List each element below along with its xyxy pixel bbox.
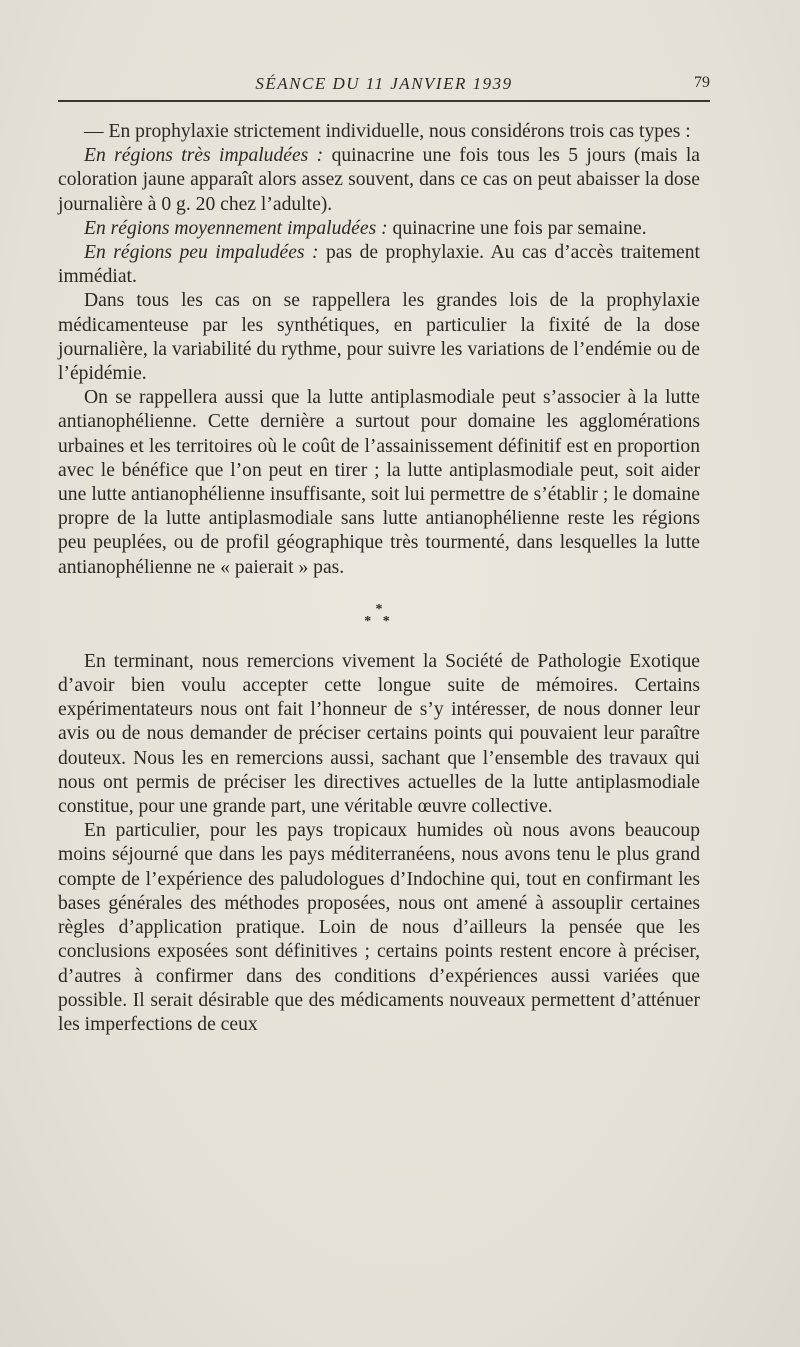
page-number: 79: [694, 74, 710, 91]
case-moderately-endemic-label: En régions moyennement impaludées :: [84, 217, 388, 239]
asterism-top: *: [375, 601, 383, 617]
paragraph-en-terminant: En terminant, nous remercions vivement la Société de Pathologie Exotique d’avoir bien voulu accepter cette longue suite de mémoires. Certains expérimentateurs nous ont fait l’honneur de s’y intéresser, de nous donner leur avis ou de nous demander de préciser certains points qui pouvaient leur paraître douteux. Nous les en remercions aussi, sachant que l’ensemble des travaux qui nous ont permis de préciser les directives actuelles de la lutte antiplasmodiale constitue, pour une grande part, une véritable œuvre collective.: [58, 650, 700, 818]
prophylaxis-intro: — En prophylaxie strictement individuelle, nous considérons trois cas types :: [84, 121, 691, 142]
paragraph-en-particulier: En particulier, pour les pays tropicaux humides où nous avons beaucoup moins séjourné que dans les pays méditerranéens, nous avons tenu le plus grand compte de l’expérience des paludologues d’Indochine qui, tout en confirmant les bases générales des méthodes proposées, nous ont amené à assouplir certaines règles d’application pratique. Loin de nous d’ailleurs la pensée que les conclusions exposées sont définitives ; certains points restent encore à préciser, d’autres à confirmer dans des conditions d’expériences aussi variées que possible. Il serait désirable que des médicaments nouveaux permettent d’atténuer les imperfections de ceux: [58, 820, 700, 1035]
body-text: [58, 120, 700, 1037]
case-low-endemic-text: pas de prophylaxie. Au cas d’accès traitement immédiat.: [58, 242, 700, 288]
paragraph-lutte-antiplasmodiale: On se rappellera aussi que la lutte antiplasmodiale peut s’associer à la lutte antianophélienne. Cette dernière a surtout pour domaine les agglomérations urbaines et les territoires où le coût de l’assainissement définitif est en proportion avec le bénéfice que l’on peut en tirer ; la lutte antiplasmodiale peut, soit aider une lutte antianophélienne insuffisante, soit lui permettre de s’établir ; le domaine propre de la lutte antiplasmodiale sans lutte antianophélienne reste les régions peu peuplées, ou de profil géographique très tourmenté, dans lesquelles la lutte antianophélienne ne « paierait » pas.: [58, 387, 700, 578]
page-header: [58, 74, 710, 100]
case-moderately-endemic: [58, 217, 700, 241]
asterism: [58, 601, 700, 629]
case-low-endemic: [58, 241, 700, 289]
case-moderately-endemic-text: quinacrine une fois par semaine.: [387, 217, 647, 239]
paragraph-grandes-lois: Dans tous les cas on se rappellera les grandes lois de la prophylaxie médicamenteuse par les synthétiques, en particulier la fixité de la dose journalière, la variabilité du rythme, pour suivre les variations de l’endémie ou de l’épidémie.: [58, 290, 700, 385]
case-low-endemic-label: En régions peu impaludées :: [84, 242, 319, 264]
case-highly-endemic-text: quinacrine une fois tous les 5 jours (mais la coloration jaune apparaît alors assez souvent, dans ce cas on peut abaisser la dose journalière à 0 g. 20 chez l’adulte).: [58, 145, 700, 215]
case-highly-endemic: [58, 144, 700, 217]
case-highly-endemic-label: En régions très impaludées :: [84, 145, 324, 167]
asterism-bottom: * *: [364, 613, 394, 629]
running-head: SÉANCE DU 11 JANVIER 1939: [255, 74, 513, 93]
header-rule: [58, 100, 710, 102]
